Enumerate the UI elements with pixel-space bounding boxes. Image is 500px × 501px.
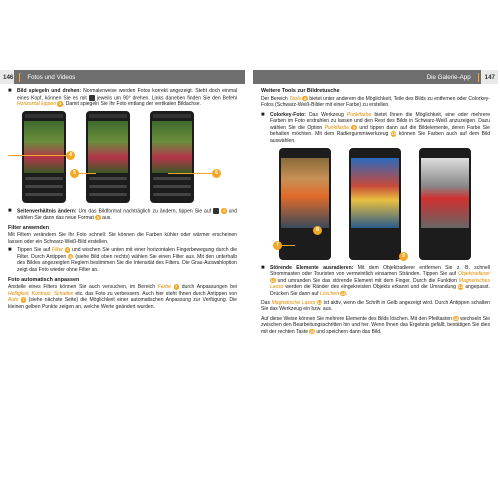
- text: Das: [261, 299, 272, 306]
- bullet-marker: ■: [8, 247, 12, 254]
- step-number: 5: [96, 214, 100, 220]
- text: Auf diese Weise können Sie mehrere Elemente des Bilds löschen. Mit den Pfeiltasten: [261, 315, 454, 322]
- callout-badge: 8: [313, 226, 322, 235]
- callout-badge: 5: [70, 169, 79, 178]
- ui-term: Farbe: [157, 284, 171, 291]
- text: Anstelle eines Filters können Sie auch versuchen, im Bereich: [8, 284, 158, 291]
- bullet-flip-rotate: [8, 88, 237, 108]
- text: jeweils um 90° drehen. Links daneben finden Sie den Befehl: [94, 94, 237, 101]
- ui-term: Horizontal kippen: [17, 101, 56, 108]
- chapter-title: Fotos und Videos: [27, 73, 76, 81]
- bold-lead: Seitenverhältnis ändern:: [17, 208, 77, 215]
- step-number: 7: [175, 284, 178, 290]
- ui-term: Helligkeit, Kontrast, Schatten: [8, 290, 74, 297]
- step-number: 15: [309, 328, 315, 334]
- header-divider: [19, 73, 20, 82]
- text: und wählen Sie dann das neue Format: [17, 208, 237, 221]
- ui-term: Punktfarbe: [346, 111, 372, 118]
- left-page-header: [0, 70, 245, 84]
- bullet-text: [17, 247, 237, 273]
- screenshot-row-left: [8, 111, 237, 204]
- ui-term: Punktfarbe: [324, 124, 350, 131]
- bullet-text: [270, 112, 490, 145]
- bold-lead: Bild spiegeln und drehen:: [17, 88, 82, 94]
- step-number: 8: [304, 95, 307, 101]
- step-number: 4: [222, 208, 225, 214]
- bullet-text: [17, 208, 237, 222]
- step-number: 6: [69, 253, 72, 259]
- ui-term: Tools: [289, 95, 301, 102]
- paragraph: [261, 300, 490, 313]
- right-page-header: [253, 70, 498, 84]
- bullet-aspect-ratio: [8, 208, 237, 222]
- text: (siehe Bild oben rechts) wählen Sie einen Filter aus. Mit den unterhalb des Bildes angezeigten Reglern bestimmen Sie die Intensität des Filters. Die Grau-Auswahloption zeigt das Foto wieder ohne Filter an.: [17, 253, 237, 273]
- step-number: 14: [317, 299, 322, 305]
- step-number: 6: [66, 247, 69, 253]
- ui-term: Auto: [8, 297, 19, 304]
- text: bietet Ihnen die Möglichkeit, eine oder mehrere Farben im Foto erstrahlen zu lassen und den Rest des Bilds in Schwarz-Weiß anzuzeigen. Dazu wählen Sie die Option: [270, 111, 491, 131]
- text: ist aktiv, wenn die Schrift in Gelb angezeigt wird. Durch Antippen schalten Sie das Werkzeug ein bzw. aus.: [261, 299, 490, 313]
- page-number: 146: [3, 73, 14, 81]
- ui-term: Magnetische Lasso: [271, 299, 316, 306]
- text: und speichern dann das Bild.: [314, 329, 382, 335]
- phone-screenshot: [22, 111, 66, 203]
- section-heading: Filter anwenden: [8, 224, 50, 231]
- callout-badge: 4: [66, 151, 75, 160]
- step-number: 3: [59, 101, 62, 107]
- bullet-filter: [8, 247, 237, 273]
- text: . Damit spiegeln Sie Ihr Foto entlang der vertikalen Bildachse.: [62, 101, 201, 108]
- bullet-object-eraser: [261, 265, 490, 298]
- bullet-marker: ■: [261, 264, 265, 271]
- right-page-content: [253, 84, 498, 336]
- phone-screenshot: [279, 148, 331, 260]
- screenshot-row-right: [261, 148, 490, 261]
- paragraph: Mit Filtern verändern Sie Ihr Foto schnell: Sie können die Farben kühler oder wärmer erscheinen lassen oder ein Schwarz-Weiß-Bild erstellen.: [8, 232, 237, 245]
- bullet-marker: ■: [8, 88, 12, 94]
- ui-term: Objektradierer: [458, 271, 490, 278]
- text: etc. das Foto zu verbessern. Auch hier steht Ihnen durch Antippen von: [73, 290, 237, 297]
- right-page: [253, 70, 498, 432]
- callout-line: [168, 173, 214, 174]
- bold-lead: Colorkey-Foto:: [270, 111, 306, 118]
- page-number: 147: [484, 73, 495, 81]
- aspect-ratio-icon: [213, 208, 219, 214]
- text: durch Anpassungen bei: [179, 284, 237, 291]
- text: Normalerweise werden Fotos korrekt angezeigt. Steht doch einmal eines Kopf, können Sie es mit: [17, 88, 237, 101]
- text: und umranden Sie das störende Element mit dem Finger. Durch die Funktion: [275, 277, 459, 284]
- step-number: 7: [22, 297, 25, 303]
- paragraph: [261, 316, 490, 336]
- left-page: [0, 70, 245, 432]
- text: Das Werkzeug: [305, 111, 347, 118]
- callout-line: [281, 245, 295, 246]
- phone-screenshot: [86, 111, 130, 203]
- ui-term: Löschen: [319, 291, 340, 298]
- text: Um das Bildformat nachträglich zu ändern, tippen Sie auf: [76, 208, 214, 215]
- section-heading: Foto automatisch anpassen: [8, 276, 80, 283]
- callout-badge: 9: [399, 252, 408, 261]
- step-number: 11: [270, 277, 275, 283]
- step-number: 12: [458, 284, 463, 290]
- text: und wischen Sie unten mit einer horizontalen Fingerbewegung durch die Filter. Durch Antippen: [17, 247, 238, 260]
- text: werden die Ränder des eingekreisten Objekts erkannt und die Umrandung: [283, 284, 458, 291]
- step-number: 10: [391, 131, 396, 137]
- phone-screenshot: [150, 111, 194, 203]
- callout-badge: 7: [273, 241, 282, 250]
- bullet-colorkey: [261, 112, 490, 145]
- text: Der Bereich: [261, 95, 290, 102]
- text: Mit dem Objektradierer entfernen Sie z. B. schnell Strommasten oder Touristen von vermeintlich einsamen Stränden. Tippen Sie auf: [270, 264, 490, 278]
- phone-screenshot: [349, 148, 401, 260]
- callout-badge: 6: [212, 169, 221, 178]
- callout-line: [8, 155, 68, 156]
- text: angepasst. Drücken Sie dann auf: [270, 284, 490, 298]
- step-number: 9: [353, 124, 356, 130]
- step-number: 15: [453, 315, 459, 321]
- text: aus.: [100, 215, 112, 221]
- text: können Sie Farben auch auf dem Bild auswählen.: [270, 131, 490, 145]
- text: Tippen Sie auf: [17, 247, 52, 254]
- chapter-title: Die Galerie-App: [426, 73, 471, 81]
- bullet-marker: ■: [8, 208, 12, 215]
- text: .: [345, 291, 348, 298]
- text: bietet unter anderem die Möglichkeit, Teile des Bilds zu entfernen oder Colorkey-Fotos (Schwarz-Weiß-Bilder mit einer Farbe) zu erstellen.: [261, 95, 490, 109]
- paragraph: [261, 96, 490, 109]
- bullet-text: [270, 265, 490, 298]
- header-divider: [478, 73, 479, 82]
- text: und tippen dann auf die Bildelemente, deren Farbe Sie behalten möchten. Mit dem Radiergummiwerkzeug: [270, 124, 490, 138]
- phone-screenshot: [419, 148, 471, 260]
- left-page-content: [0, 84, 245, 310]
- bullet-marker: ■: [261, 111, 265, 118]
- section-heading: Weitere Tools zur Bildretusche: [261, 88, 340, 94]
- ui-term: Magnetisches Lasso: [270, 277, 490, 291]
- ui-term: Filter: [51, 247, 64, 254]
- bold-lead: Störende Elemente ausradieren:: [270, 264, 354, 271]
- bullet-text: [17, 88, 237, 108]
- step-number: 13: [340, 290, 346, 296]
- paragraph: [8, 284, 237, 310]
- text: (siehe nächste Seite) die Möglichkeit einer automatischen Anpassung zur Verfügung. Die kleinen gelben Punkte zeigen an, welche Werte geändert wurden.: [8, 297, 237, 310]
- text: wechseln Sie zwischen den Bearbeitungsschritten hin und her. Wenn Ihnen das Ergebnis gefällt, bestätigen Sie dies mit der rechten Taste: [261, 315, 490, 335]
